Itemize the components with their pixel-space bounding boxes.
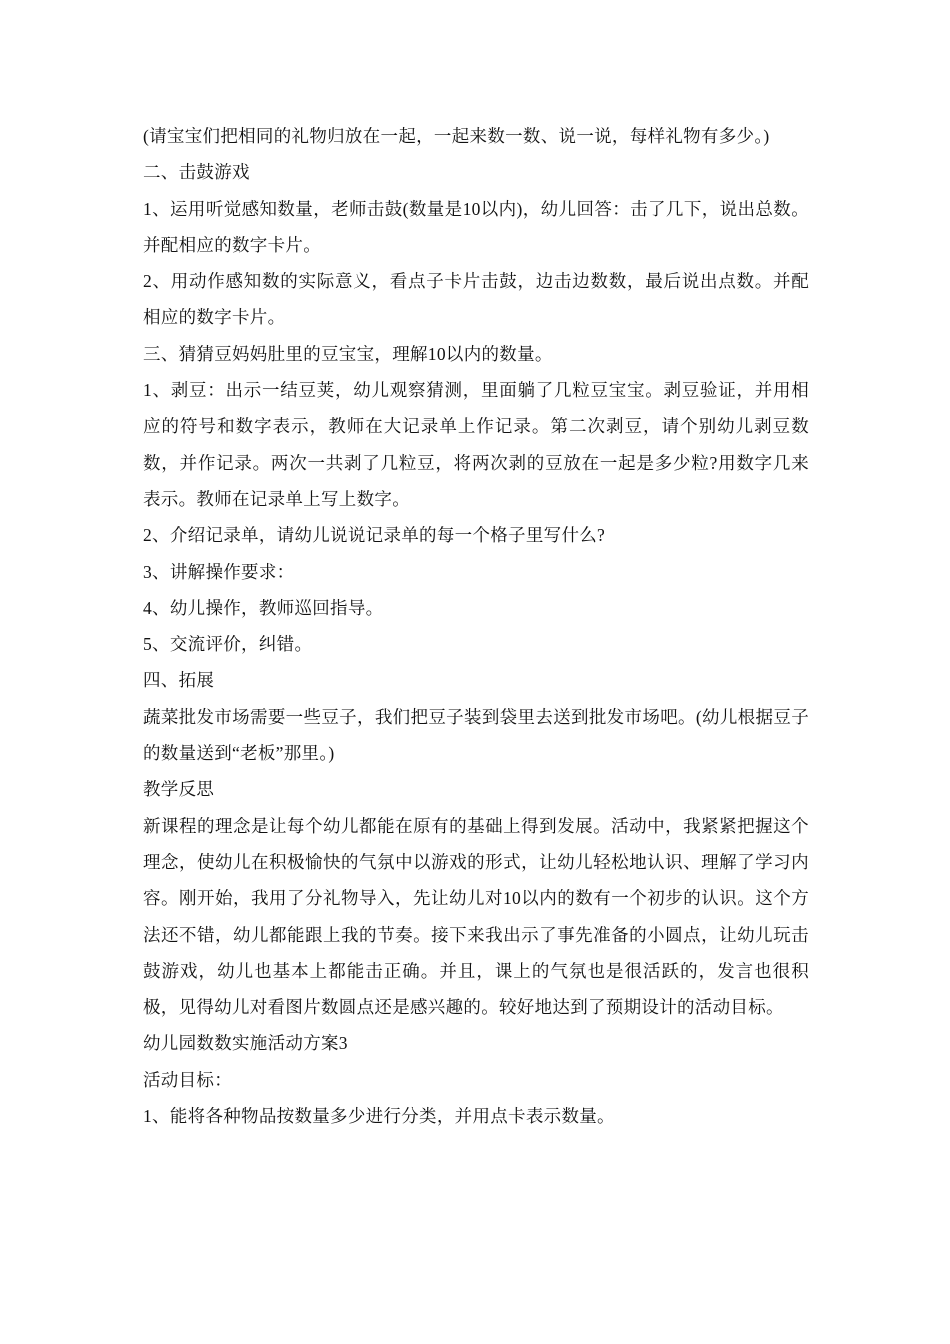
paragraph-bean-step-5: 5、交流评价，纠错。	[143, 634, 313, 655]
paragraph-bean-step-4: 4、幼儿操作，教师巡回指导。	[143, 597, 384, 618]
document-body	[143, 118, 809, 1134]
heading-extension: 四、拓展	[143, 670, 215, 691]
paragraph-goal-1: 1、能将各种物品按数量多少进行分类，并用点卡表示数量。	[143, 1106, 615, 1127]
paragraph-drum-step-1: 1、运用听觉感知数量，老师击鼓(数量是10以内)，幼儿回答：击了几下，说出总数。并配相应的数字卡片。	[143, 198, 809, 255]
heading-drum-game: 二、击鼓游戏	[143, 162, 250, 183]
heading-plan-3: 幼儿园数数实施活动方案3	[143, 1033, 348, 1054]
paragraph-bean-step-3: 3、讲解操作要求：	[143, 561, 295, 582]
paragraph-gift-sorting: (请宝宝们把相同的礼物归放在一起，一起来数一数、说一说，每样礼物有多少。)	[143, 126, 770, 146]
paragraph-bean-step-1: 1、剥豆：出示一结豆荚，幼儿观察猜测，里面躺了几粒豆宝宝。剥豆验证，并用相应的符号和数字表示，教师在大记录单上作记录。第二次剥豆，请个别幼儿剥豆数数，并作记录。两次一共剥了几粒豆，将两次剥的豆放在一起是多少粒?用数字几来表示。教师在记录单上写上数字。	[143, 380, 809, 509]
paragraph-extension: 蔬菜批发市场需要一些豆子，我们把豆子装到袋里去送到批发市场吧。(幼儿根据豆子的数量送到“老板”那里。)	[143, 706, 809, 764]
paragraph-reflection: 新课程的理念是让每个幼儿都能在原有的基础上得到发展。活动中，我紧紧把握这个理念，使幼儿在积极愉快的气氛中以游戏的形式，让幼儿轻松地认识、理解了学习内容。刚开始，我用了分礼物导入，先让幼儿对10以内的数有一个初步的认识。这个方法还不错，幼儿都能跟上我的节奏。接下来我出示了事先准备的小圆点，让幼儿玩击鼓游戏，幼儿也基本上都能击正确。并且，课上的气氛也是很活跃的，发言也很积极，见得幼儿对看图片数圆点还是感兴趣的。较好地达到了预期设计的活动目标。	[143, 815, 809, 1018]
heading-teaching-reflection: 教学反思	[143, 779, 215, 800]
paragraph-bean-step-2: 2、介绍记录单，请幼儿说说记录单的每一个格子里写什么?	[143, 525, 606, 546]
paragraph-drum-step-2: 2、用动作感知数的实际意义，看点子卡片击鼓，边击边数数，最后说出点数。并配相应的数字卡片。	[143, 271, 809, 328]
heading-guess-beans: 三、猜猜豆妈妈肚里的豆宝宝，理解10以内的数量。	[143, 343, 553, 364]
heading-activity-goals: 活动目标：	[143, 1069, 232, 1090]
